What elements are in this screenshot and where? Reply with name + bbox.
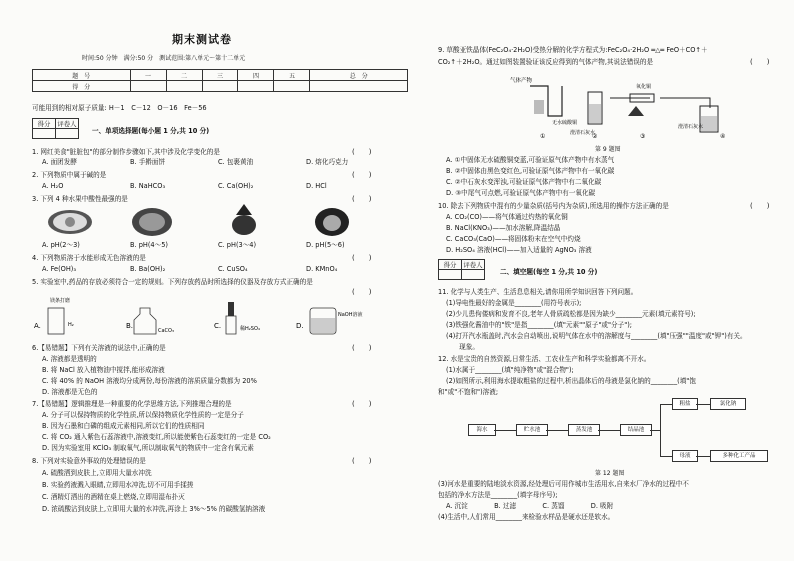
q2-opt-c: C. Ca(OH)₂: [218, 182, 254, 190]
q5-label-d: D.: [296, 322, 304, 330]
q2-opt-a: A. H₂O: [42, 182, 64, 190]
score-cell: [274, 81, 310, 92]
score-header-cell: 五: [274, 70, 310, 81]
q10-opt-c: C. CaCO₃(CaO)——将固体粉末在空气中灼烧: [446, 235, 581, 243]
q11-stem: 11. 化学与人类生产、生活息息相关,请你用所学知识回答下列问题。: [438, 288, 638, 296]
q11-item-4: (4)打开汽水瓶盖时,汽水会自动喷出,说明气体在水中的溶解度与________(填"压强""温度"或"钾")有关。: [446, 332, 747, 340]
q10-opt-b: B. NaCl(KNO₃)——加水溶解,降温结晶: [446, 224, 561, 232]
q12-item-2a: (2)如图所示,利用海水提取粗盐的过程中,析出晶体后的母液是氯化钠的________(填"饱: [446, 377, 696, 385]
q8-opt-d: D. 浓硫酸沾到皮肤上,立即用大量的水冲洗,再涂上 3%～5% 的碳酸氢钠溶液: [42, 505, 266, 513]
q12-item-4: (4)生活中,人们常用________来检验水样品是硬水还是软水。: [438, 513, 615, 521]
q12-item-2b: 和"或"不饱和")溶液;: [438, 388, 499, 396]
q11-item-5: 现象。: [446, 343, 479, 351]
q4-opt-d: D. KMnO₄: [306, 265, 338, 273]
exam-info: 时间:50 分钟 满分:50 分 测试范围:第八单元～第十二单元: [82, 55, 246, 62]
fruit-illustrations: [40, 204, 380, 238]
q5-label-b: B.: [126, 322, 134, 330]
section-2-title: 二、填空题(每空 1 分,共 10 分): [500, 268, 598, 276]
score-cell: [310, 81, 408, 92]
q1-opt-c: C. 包裹黄油: [218, 158, 254, 166]
q12-item-3-opts: A. 沉淀 B. 过滤 C. 蒸馏 D. 吸附: [446, 502, 614, 510]
q10-stem: 10. 除去下列物质中混有的少量杂质(括号内为杂质),所选用的操作方法正确的是: [438, 202, 669, 210]
q1-opt-b: B. 手擀面饼: [130, 158, 166, 166]
score-cell: [238, 81, 274, 92]
q10-opt-a: A. CO₂(CO)——将气体通过灼热的氧化铜: [446, 213, 568, 221]
answer-paren: ( ): [352, 344, 372, 352]
section-1-title: 一、单项选择题(每小题 1 分,共 10 分): [92, 127, 210, 135]
q12-item-1: (1)水属于________(填"纯净物"或"混合物");: [446, 366, 574, 374]
q4-opt-c: C. CuSO₄: [218, 265, 248, 273]
flow-arrow: [494, 430, 516, 431]
flow-arrow: [696, 456, 710, 457]
q11-item-1: (1)导电性最好的金属是________(用符号表示);: [446, 299, 582, 307]
flow-arrow: [650, 430, 660, 431]
q9-stem-1: 9. 草酸亚铁晶体(FeC₂O₄·2H₂O)受热分解的化学方程式为:FeC₂O₄·2H₂O ═△═ FeO＋CO↑＋: [438, 46, 708, 54]
grader-cell: [462, 270, 485, 280]
flow-reservoir: 贮水池: [516, 424, 548, 436]
grader-box-1: [32, 118, 79, 139]
q4-stem: 4. 下列物质溶于水能形成无色溶液的是: [32, 254, 146, 262]
q9-fig-n1: ①: [540, 133, 546, 140]
q3-opt-a: A. pH(2～3): [42, 241, 80, 249]
q6-opt-b: B. 将 NaCl 放入植物油中搅拌,能形成溶液: [42, 366, 165, 374]
answer-paren: ( ): [352, 457, 372, 465]
dragon-fruit-icon: [315, 208, 349, 236]
answer-paren: ( ): [352, 195, 372, 203]
q9-opt-a: A. ①中固体无水硫酸铜变蓝,可验证原气体产物中有水蒸气: [446, 156, 615, 164]
q12-stem: 12. 水是宝贵的自然资源,日常生活、工农业生产和科学实验都离不开水。: [438, 355, 651, 363]
papaya-icon: [132, 208, 172, 236]
q9-apparatus-figure: [510, 68, 760, 140]
answer-paren: ( ): [750, 202, 770, 210]
q7-stem: 7.【易错题】逻辑推理是一种重要的化学思维方法,下列推理合理的是: [32, 400, 232, 408]
flow-arrow: [546, 430, 568, 431]
q9-fig-cuso4: 无水硫酸铜: [552, 120, 578, 126]
q9-fig-limewater-2: 澄清石灰水: [678, 124, 704, 130]
q9-fig-n4: ④: [720, 133, 726, 140]
flow-crystallization-pond: 结晶池: [620, 424, 652, 436]
grader-reviewer-label: 评卷人: [463, 261, 483, 269]
score-header-cell: 总 分: [310, 70, 408, 81]
q5-stem: 5. 实验室中,药品的存放必须符合一定的规则。下列存放药品时所选择的仪器及存放方式正确的是: [32, 278, 313, 286]
answer-paren: ( ): [352, 148, 372, 156]
q6-opt-a: A. 溶液都是透明的: [42, 355, 97, 363]
grader-cell: [439, 270, 462, 280]
q9-fig-n2: ②: [592, 133, 598, 140]
flow-arrow: [660, 456, 672, 457]
score-header-cell: 三: [202, 70, 238, 81]
q1-opt-d: D. 熔化巧克力: [306, 158, 349, 166]
q12-item-3a: (3)河水是重要的陆地淡水资源,经处理后可用作城市生活用水,自来水厂净水的过程中不: [438, 480, 689, 488]
flow-arrow: [598, 430, 620, 431]
q5-fig-text-mg: 镁条打磨: [50, 298, 71, 304]
score-header-cell: 一: [130, 70, 166, 81]
q2-opt-d: D. HCl: [306, 182, 327, 190]
q8-opt-c: C. 酒精灯洒出的酒精在桌上燃烧,立即用湿布扑灭: [42, 493, 185, 501]
q4-opt-b: B. Ba(OH)₂: [130, 265, 166, 273]
flow-crude-salt: 粗盐: [672, 398, 698, 410]
grader-score-label: 得分: [33, 119, 56, 129]
q4-opt-a: A. Fe(OH)₃: [42, 265, 77, 273]
q8-opt-b: B. 实验药液溅入眼睛,立即用水冲洗,切不可用手揉搓: [42, 481, 194, 489]
q6-opt-d: D. 溶液都是无色的: [42, 388, 98, 396]
q3-opt-b: B. pH(4～5): [130, 241, 168, 249]
score-cell: [202, 81, 238, 92]
q9-stem-2: CO₂↑＋2H₂O。通过如图装置验证该反应得到的气体产物,其说法错误的是: [438, 58, 654, 66]
flow-chemical-products: 多种化工产品: [710, 450, 768, 462]
q7-opt-d: D. 因为实验室用 KClO₃ 制取氧气,所以制取氧气的物质中一定含有氧元素: [42, 444, 254, 452]
answer-paren: ( ): [352, 400, 372, 408]
q9-opt-c: C. ②中石灰水变浑浊,可验证原气体产物中有二氧化碳: [446, 178, 602, 186]
q12-caption: 第 12 题图: [595, 470, 625, 477]
q3-opt-d: D. pH(5～6): [306, 241, 345, 249]
score-cell: [166, 81, 202, 92]
q7-opt-c: C. 将 CO₂ 通入紫色石蕊溶液中,溶液变红,所以能使紫色石蕊变红的一定是 CO₂: [42, 433, 271, 441]
flow-seawater: 海水: [468, 424, 496, 436]
score-header-cell: 二: [166, 70, 202, 81]
answer-paren: ( ): [352, 254, 372, 262]
q5-fig-text-caco3: CaCO₃: [158, 328, 174, 334]
flow-arrow: [696, 404, 710, 405]
q10-opt-d: D. H₂SO₄ 溶液(HCl)——加入适量的 AgNO₃ 溶液: [446, 246, 592, 254]
q3-opt-c: C. pH(3～4): [218, 241, 257, 249]
grader-reviewer-label: 评卷人: [57, 120, 77, 128]
q8-opt-a: A. 硫酸洒到皮肤上,立即用大量水冲洗: [42, 469, 152, 477]
q5-label-c: C.: [214, 322, 222, 330]
score-table: [32, 69, 408, 92]
answer-paren: ( ): [352, 288, 372, 296]
grader-cell: [56, 129, 79, 139]
page-title: 期末测试卷: [172, 33, 232, 46]
answer-paren: ( ): [750, 58, 770, 66]
grader-score-label: 得分: [439, 260, 462, 270]
score-label-cell: 得 分: [33, 81, 131, 92]
score-cell: [130, 81, 166, 92]
atomic-mass: 可能用到的相对原子质量: H－1 C－12 O－16 Fe－56: [32, 104, 207, 112]
lemon-icon: [48, 210, 92, 234]
q9-fig-limewater-1: 澄清石灰水: [570, 130, 596, 136]
q1-opt-a: A. 面团发酵: [42, 158, 77, 166]
q5-fig-text-naoh: NaOH溶液: [338, 312, 363, 318]
pineapple-icon: [232, 204, 256, 235]
q7-opt-a: A. 分子可以保持物质的化学性质,所以保持物质化学性质的一定是分子: [42, 411, 244, 419]
q6-opt-c: C. 将 40% 的 NaOH 溶液均分成两份,每份溶液的溶质质量分数都为 20%: [42, 377, 257, 385]
q1-stem: 1. 网红美食"脏脏包"的部分制作步骤如下,其中涉及化学变化的是: [32, 148, 220, 156]
flow-sodium-chloride: 氯化钠: [710, 398, 746, 410]
q11-item-2: (2)少儿患佝偻病和发育不良,老年人骨质疏松都是因为缺少________元素(填元素符号);: [446, 310, 696, 318]
q11-item-3: (3)铁强化酱油中的"铁"是指________(填"元素""原子"或"分子");: [446, 321, 633, 329]
q2-stem: 2. 下列物质中属于碱的是: [32, 171, 107, 179]
q7-opt-b: B. 因为石墨和白磷的组成元素相同,所以它们的性质相同: [42, 422, 205, 430]
answer-paren: ( ): [352, 171, 372, 179]
q5-label-a: A.: [34, 322, 41, 330]
q6-stem: 6.【易错题】下列有关溶液的说法中,正确的是: [32, 344, 166, 352]
score-header-cell: 四: [238, 70, 274, 81]
q9-caption: 第 9 题图: [595, 146, 621, 153]
score-header-cell: 题 号: [33, 70, 131, 81]
q9-fig-n3: ③: [640, 133, 646, 140]
storage-apparatus-figure: [34, 294, 384, 338]
q5-fig-text-h2: H₂: [68, 322, 74, 328]
flow-branch-line: [660, 404, 661, 456]
flow-mother-liquor: 母液: [672, 450, 698, 462]
q9-fig-gas: 气体产物: [510, 78, 533, 84]
grader-cell: [33, 129, 56, 139]
q12-item-3b: 包括的净水方法是________(填字母序号);: [438, 491, 558, 499]
grader-box-2: [438, 259, 485, 280]
q3-stem: 3. 下列 4 种水果中酸性最强的是: [32, 195, 128, 203]
q9-opt-b: B. ②中固体由黑色变红色,可验证原气体产物中有一氧化碳: [446, 167, 615, 175]
q9-opt-d: D. ③中尾气可点燃,可验证原气体产物中有一氧化碳: [446, 189, 596, 197]
flow-arrow: [660, 404, 672, 405]
flow-evaporation-pond: 蒸发池: [568, 424, 600, 436]
q9-fig-cuo: 氧化铜: [636, 84, 652, 90]
q2-opt-b: B. NaHCO₃: [130, 182, 166, 190]
q8-stem: 8. 下列对实验意外事故的处理错误的是: [32, 457, 146, 465]
q5-fig-text-h2so4: 稀H₂SO₄: [240, 326, 260, 332]
